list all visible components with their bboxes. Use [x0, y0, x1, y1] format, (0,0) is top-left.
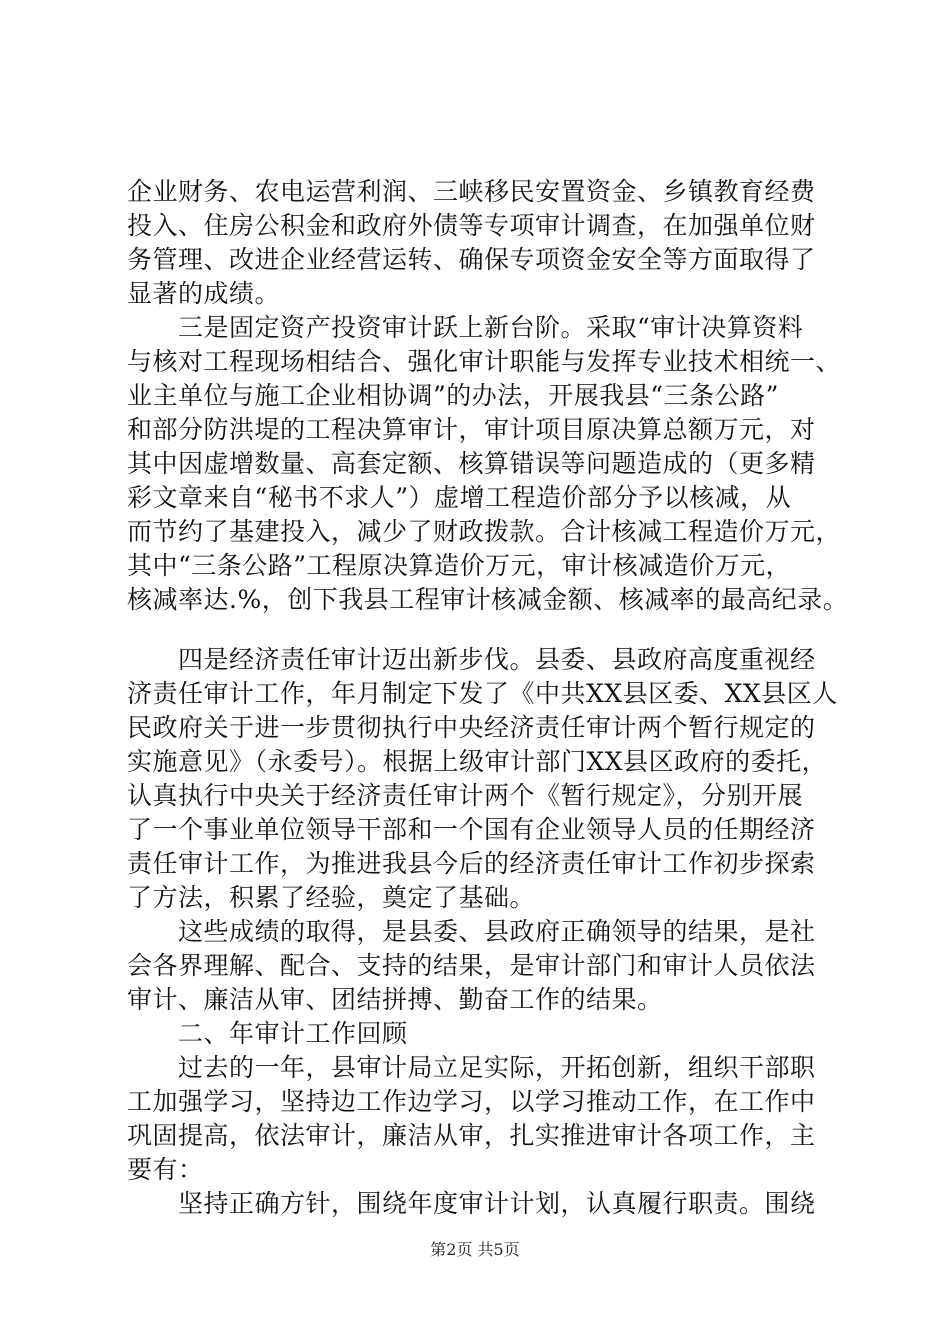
text-line: 业主单位与施工企业相协调”的办法，开展我县“三条公路”: [127, 381, 779, 410]
text-line: 了一个事业单位领导干部和一个国有企业领导人员的任期经济: [127, 815, 816, 844]
text-line: 坚持正确方针，围绕年度审计计划，认真履行职责。围绕: [127, 1189, 816, 1218]
text-line: 其中“三条公路”工程原决算造价万元，审计核减造价万元，: [127, 551, 792, 580]
text-line: 与核对工程现场相结合、强化审计职能与发挥专业技术相统一、: [127, 347, 842, 376]
text-line: 会各界理解、配合、支持的结果，是审计部门和审计人员依法: [127, 951, 816, 980]
text-line: 认真执行中央关于经济责任审计两个《暂行规定》，分别开展: [127, 781, 804, 810]
text-line: 工加强学习，坚持边工作边学习，以学习推动工作，在工作中: [127, 1087, 816, 1116]
text-line: 其中因虚增数量、高套定额、核算错误等问题造成的（更多精: [127, 449, 816, 478]
text-line: 巩固提高，依法审计，廉洁从审，扎实推进审计各项工作，主: [127, 1121, 816, 1150]
text-line: 务管理、改进企业经营运转、确保专项资金安全等方面取得了: [127, 245, 816, 274]
text-line: 投入、住房公积金和政府外债等专项审计调查，在加强单位财: [127, 211, 816, 240]
text-line: 核减率达.%，创下我县工程审计核减金额、核减率的最高纪录。: [127, 585, 849, 614]
text-line: 和部分防洪堤的工程决算审计，审计项目原决算总额万元，对: [127, 415, 816, 444]
text-line: 要有：: [127, 1155, 204, 1184]
text-line: 了方法，积累了经验，奠定了基础。: [127, 883, 536, 912]
text-line: 审计、廉洁从审、团结拼搏、勤奋工作的结果。: [127, 985, 663, 1014]
text-line: 显著的成绩。: [127, 279, 281, 308]
text-line: 济责任审计工作，年月制定下发了《中共XX县区委、XX县区人: [127, 679, 838, 708]
text-line: 企业财务、农电运营利润、三峡移民安置资金、乡镇教育经费: [127, 177, 816, 206]
text-line: 民政府关于进一步贯彻执行中央经济责任审计两个暂行规定的: [127, 713, 816, 742]
text-line: 三是固定资产投资审计跃上新台阶。采取“审计决算资料: [127, 313, 804, 342]
text-line: 过去的一年，县审计局立足实际，开拓创新，组织干部职: [127, 1053, 816, 1082]
text-line: 实施意见》（永委号）。根据上级审计部门XX县区政府的委托，: [127, 747, 828, 776]
text-line: 而节约了基建投入，减少了财政拨款。合计核减工程造价万元，: [127, 517, 842, 546]
section-heading: 二、年审计工作回顾: [127, 1019, 408, 1048]
text-line: 这些成绩的取得，是县委、县政府正确领导的结果，是社: [127, 917, 816, 946]
text-line: 四是经济责任审计迈出新步伐。县委、县政府高度重视经: [127, 645, 816, 674]
text-line: 彩文章来自“秘书不求人”）虚增工程造价部分予以核减，从: [127, 483, 792, 512]
page-footer: 第2页 共5页: [430, 1240, 520, 1259]
text-line: 责任审计工作，为推进我县今后的经济责任审计工作初步探索: [127, 849, 816, 878]
